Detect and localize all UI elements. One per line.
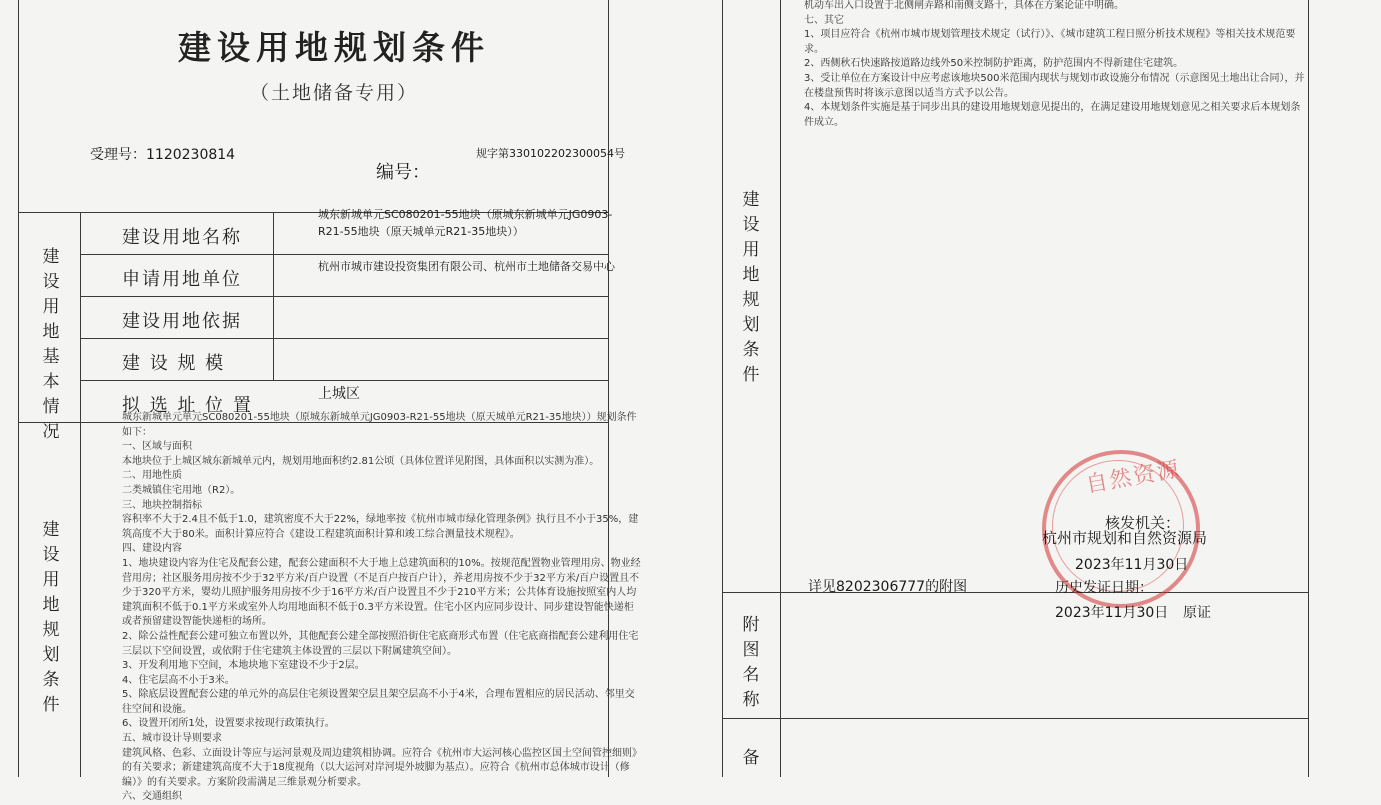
conditions-paragraph: 3、开发利用地下空间，本地块地下室建设不少于2层。 [122, 660, 365, 672]
acceptance-number: 受理号：1120230814 [90, 147, 236, 163]
conditions-paragraph: 二类城镇住宅用地（R2）。 [122, 484, 241, 496]
right-conditions-paragraph: 七、其它 [804, 14, 844, 26]
right-section-planning-conditions: 建设用地规划条件 [742, 190, 760, 385]
right-conditions-paragraph: 4、本规划条件实施是基于同步出具的建设用地规划意见提出的，在满足建设用地规划意见之相关要求后本规划条件成立。 [804, 102, 1301, 128]
conditions-paragraph: 6、设置开闭所1处，设置要求按现行政策执行。 [122, 718, 335, 730]
conditions-paragraph: 城东新城单元单元SC080201-55地块（原城东新城单元JG0903-R21-55地块（原天城单元R21-35地块））规划条件如下： [122, 412, 637, 438]
conditions-paragraph: 五、城市设计导则要求 [122, 733, 222, 745]
section-remark: 备 [742, 748, 760, 768]
conditions-paragraph: 1、地块建设内容为住宅及配套公建，配套公建面积不大于地上总建筑面积的10%。按规范配置物业管理用房、物业经营用房；社区服务用房按不少于32平方米/百户设置（不足百户按百户计），养老用房按不少于32平方米/百户设置且不少于320平方米，婴幼儿照护服务用房按不少于16平方米/百户设置且不少于210平方米；公共体育设施按照室内人均建筑面积不低于0.1平方米或室外人均用地面积不低于0.3平方米设置。住宅小区内应同步设计、同步建设智能快递柜或者预留建设智能快递柜的场所。 [122, 557, 641, 628]
history-issue-date: 2023年11月30日 [1055, 605, 1169, 621]
row-value-land-name: 城东新城单元SC080201-55地块（原城东新城单元JG0903-R21-55地块（原天城单元R21-35地块）） [318, 208, 613, 238]
row-label-applicant: 申请用地单位 [122, 269, 242, 290]
conditions-paragraph: 四、建设内容 [122, 543, 182, 555]
row-label-scale: 建 设 规 模 [122, 353, 226, 374]
conditions-paragraph: 容积率不大于2.4且不低于1.0，建筑密度不大于22%，绿地率按《杭州市城市绿化管理条例》执行且不小于35%，建筑高度不大于80米。面积计算应符合《建设工程建筑面积计算和竣工综合测量技术规程》。 [122, 514, 639, 540]
section-basic-info: 建设用地基本情况 [42, 247, 60, 442]
conditions-paragraph: 本地块位于上城区城东新城单元内，规划用地面积约2.81公顷（具体位置详见附图，具体面积以实测为准）。 [122, 455, 600, 467]
row-label-land-name: 建设用地名称 [122, 227, 242, 248]
conditions-paragraph: 建筑风格、色彩、立面设计等应与运河景观及周边建筑相协调。应符合《杭州市大运河核心监控区国土空间管控细则》的有关要求；新建建筑高度不大于18度视角（以大运河对岸河堤外坡脚为基点）。应符合《杭州市总体城市设计（修编）》的有关要求。方案阶段需满足三维景观分析要求。 [122, 747, 642, 788]
official-seal-text: 自然资源 [1083, 456, 1183, 499]
issuer-name: 杭州市规划和自然资源局 [1042, 529, 1208, 547]
history-issue-label: 历史发证日期： [1055, 580, 1153, 596]
issuer-label: 核发机关： [1105, 514, 1181, 532]
conditions-paragraph: 二、用地性质 [122, 470, 182, 482]
conditions-paragraph: 一、区域与面积 [122, 441, 192, 453]
row-label-basis: 建设用地依据 [122, 311, 242, 332]
document-subtitle: （土地储备专用） [250, 82, 419, 104]
original-certificate-label: 原证 [1183, 605, 1211, 621]
right-conditions-paragraph: 1、项目应符合《杭州市城市规划管理技术规定（试行）》、《城市建筑工程日照分析技术规程》等相关技术规范要求。 [804, 29, 1296, 55]
document-title: 建设用地规划条件 [178, 28, 490, 67]
row-value-location: 上城区 [318, 386, 360, 402]
conditions-paragraph: 5、除底层设置配套公建的单元外的高层住宅须设置架空层且架空层高不小于4米，合理布置相应的居民活动、邻里交往空间和设施。 [122, 689, 635, 715]
conditions-body [122, 411, 642, 805]
issue-date: 2023年11月30日 [1075, 557, 1189, 573]
conditions-paragraph: 2、除公益性配套公建可独立布置以外，其他配套公建全部按照沿街住宅底商形式布置（住宅底商指配套公建利用住宅三层以下空间设置，或依附于住宅建筑主体设置的三层以下附属建筑空间）。 [122, 630, 639, 657]
attachment-note: 详见8202306777的附图 [808, 579, 968, 595]
section-attachment-name: 附图名称 [742, 615, 760, 710]
right-conditions-paragraph: 机动车出入口设置于北侧闸弄路和南侧支路十，具体在方案论证中明确。 [804, 0, 1124, 11]
permit-number: 规字第330102202300054号 [476, 147, 625, 160]
serial-label: 编号： [376, 162, 430, 183]
row-value-applicant: 杭州市城市建设投资集团有限公司、杭州市土地储备交易中心 [318, 260, 615, 273]
conditions-paragraph: 4、住宅层高不小于3米。 [122, 674, 235, 686]
conditions-paragraph: 六、交通组织 [122, 791, 182, 803]
section-planning-conditions: 建设用地规划条件 [42, 520, 60, 715]
right-conditions-paragraph: 2、西侧秋石快速路按道路边线外50米控制防护距离，防护范围内不得新建住宅建筑。 [804, 58, 1184, 70]
right-conditions-body [804, 0, 1309, 130]
conditions-paragraph: 三、地块控制指标 [122, 499, 202, 511]
row-label-location: 拟 选 址 位 置 [122, 395, 253, 416]
right-conditions-paragraph: 3、受让单位在方案设计中应考虑该地块500米范围内现状与规划市政设施分布情况（示意图见土地出让合同），并在楼盘预售时将该示意图以适当方式予以公告。 [804, 72, 1305, 99]
